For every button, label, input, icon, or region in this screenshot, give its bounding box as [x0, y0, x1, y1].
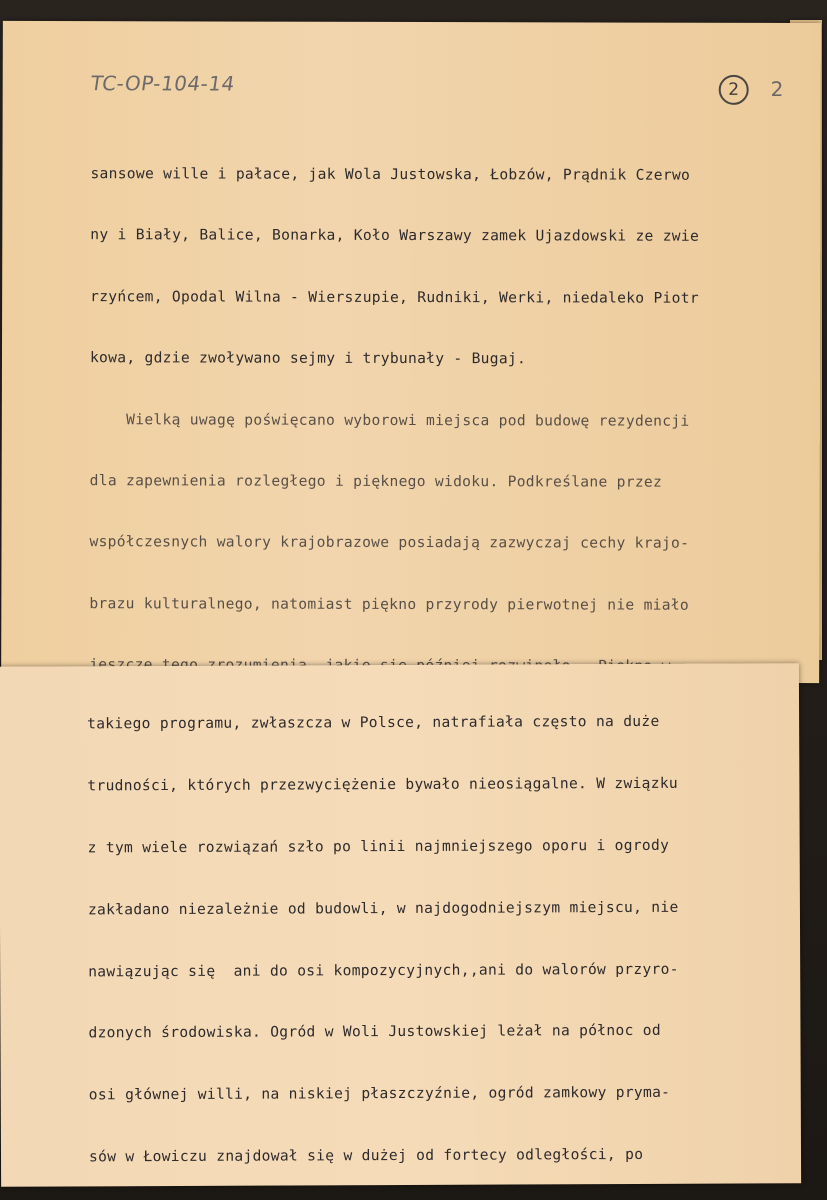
text-line: sansowe wille i pałace, jak Wola Justowska, Łobzów, Prądnik Czerwo	[90, 165, 691, 184]
text-line: nawiązując się ani do osi kompozycyjnych,,ani do walorów przyro-	[88, 960, 679, 980]
text-line: osi głównej willi, na niskiej płaszczyźnie, ogród zamkowy pryma-	[88, 1084, 671, 1104]
page-number-circled: 2	[719, 75, 749, 105]
text-line: zakładano niezależnie od budowli, w najdogodniejszym miejscu, nie	[87, 898, 679, 919]
text-line: ny i Biały, Balice, Bonarka, Koło Warszawy zamek Ujazdowski ze zwie	[90, 226, 700, 246]
text-line: takiego programu, zwłaszcza w Polsce, natrafiała często na duże	[87, 712, 660, 733]
text-line: współczesnych walory krajobrazowe posiadają zazwyczaj cechy krajo-	[89, 533, 690, 553]
upper-sheet	[1, 21, 821, 683]
text-line: brazu kulturalnego, natomiast piękno przyrody pierwotnej nie miało	[89, 594, 690, 614]
text-line: z tym wiele rozwiązań szło po linii najmniejszego oporu i ogrody	[87, 836, 670, 857]
page-number: 2	[770, 76, 784, 101]
text-line: dzonych środowiska. Ogród w Woli Justowskiej leżał na północ od	[88, 1022, 661, 1042]
text-line: sów w Łowiczu znajdował się w dużej od fortecy odległości, po	[88, 1146, 644, 1166]
text-line: rzyńcem, Opodal Wilna - Wierszupie, Rudniki, Werki, niedaleko Piotr	[90, 287, 699, 307]
text-line: trudności, których przezwyciężenie bywało nieosiągalne. W związku	[87, 774, 679, 795]
text-line: kowa, gdzie zwoływano sejmy i trybunały - Bugaj.	[89, 349, 527, 368]
upper-text-block	[88, 126, 709, 683]
text-line: Wielką uwagę poświęcano wyborowi miejsca pod budowę rezydencji	[89, 410, 690, 430]
lower-text-block	[87, 674, 682, 1187]
lower-sheet	[0, 663, 801, 1186]
text-line: dla zapewnienia rozległego i pięknego widoku. Podkreślane przez	[89, 472, 663, 491]
reference-id: TC-OP-104-14	[88, 71, 237, 96]
